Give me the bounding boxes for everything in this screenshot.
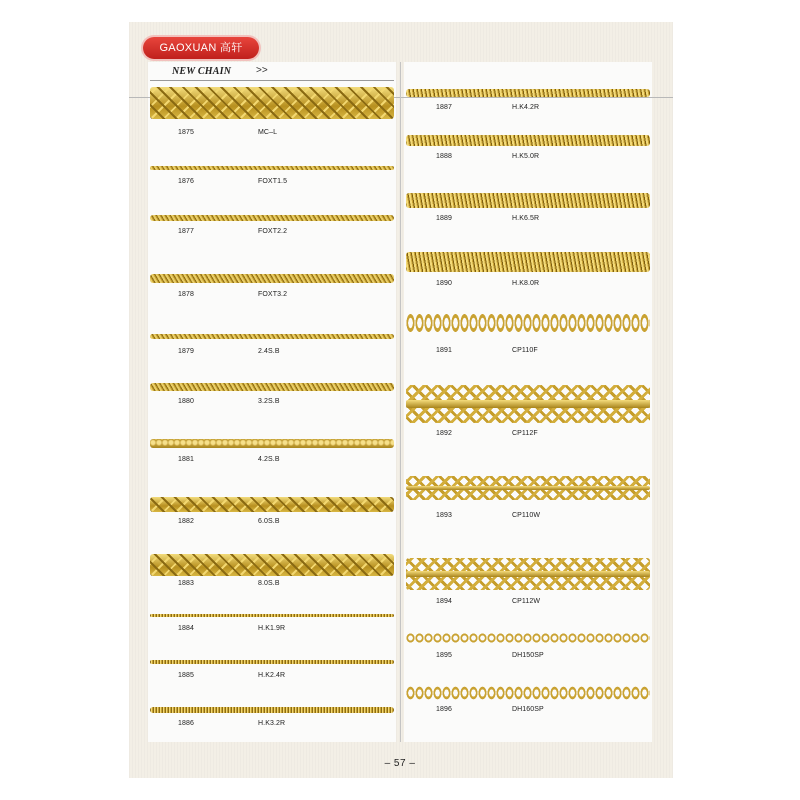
column-divider xyxy=(400,62,401,742)
item-model: 4.2S.B xyxy=(258,456,280,463)
chain-spine xyxy=(406,400,650,408)
chain-image-1879 xyxy=(150,334,394,339)
item-model: 8.0S.B xyxy=(258,580,280,587)
section-underline xyxy=(150,80,394,81)
item-code: 1885 xyxy=(178,672,194,679)
item-code: 1877 xyxy=(178,228,194,235)
item-model: FOXT1.5 xyxy=(258,178,288,185)
chain-image-1887 xyxy=(406,89,650,97)
item-model: 2.4S.B xyxy=(258,348,280,355)
chain-image-1892 xyxy=(406,385,650,423)
section-title: NEW CHAIN xyxy=(172,66,232,77)
chain-image-1889 xyxy=(406,193,650,208)
chain-image-1882 xyxy=(150,497,394,512)
item-model: H.K5.0R xyxy=(512,153,540,160)
item-code: 1878 xyxy=(178,291,194,298)
item-model: CP112W xyxy=(512,598,541,605)
item-model: H.K4.2R xyxy=(512,104,540,111)
item-code: 1887 xyxy=(436,104,452,111)
item-model: DH160SP xyxy=(512,706,544,713)
item-code: 1886 xyxy=(178,720,194,727)
chain-image-1893 xyxy=(406,476,650,500)
chain-image-1884 xyxy=(150,614,394,617)
item-model: FOXT2.2 xyxy=(258,228,288,235)
chain-image-1875 xyxy=(150,87,394,119)
item-code: 1888 xyxy=(436,153,452,160)
item-code: 1893 xyxy=(436,512,452,519)
chain-image-1890 xyxy=(406,252,650,272)
item-code: 1883 xyxy=(178,580,194,587)
chain-image-1894 xyxy=(406,558,650,590)
item-code: 1881 xyxy=(178,456,194,463)
item-code: 1896 xyxy=(436,706,452,713)
item-code: 1892 xyxy=(436,430,452,437)
item-model: 3.2S.B xyxy=(258,398,280,405)
item-model: FOXT3.2 xyxy=(258,291,288,298)
item-model: H.K1.9R xyxy=(258,625,286,632)
item-code: 1890 xyxy=(436,280,452,287)
chain-image-1885 xyxy=(150,660,394,664)
section-header xyxy=(160,64,396,80)
item-model: H.K8.0R xyxy=(512,280,540,287)
item-model: DH150SP xyxy=(512,652,544,659)
item-code: 1889 xyxy=(436,215,452,222)
chain-image-1876 xyxy=(150,166,394,170)
item-model: MC–L xyxy=(258,129,278,136)
item-model: H.K6.5R xyxy=(512,215,540,222)
item-model: CP112F xyxy=(512,430,538,437)
chain-image-1878 xyxy=(150,274,394,283)
page-number: – 57 – xyxy=(384,758,416,769)
chain-image-1895 xyxy=(406,633,650,643)
item-code: 1891 xyxy=(436,347,452,354)
chain-spine xyxy=(406,486,650,491)
item-code: 1895 xyxy=(436,652,452,659)
item-code: 1876 xyxy=(178,178,194,185)
item-model: H.K3.2R xyxy=(258,720,286,727)
brand-badge: GAOXUAN 高轩 xyxy=(143,37,259,59)
item-model: CP110W xyxy=(512,512,541,519)
chain-image-1877 xyxy=(150,215,394,221)
section-arrow: >> xyxy=(256,65,268,76)
item-code: 1879 xyxy=(178,348,194,355)
item-model: 6.0S.B xyxy=(258,518,280,525)
chain-spine xyxy=(406,571,650,577)
item-model: CP110F xyxy=(512,347,538,354)
chain-image-1880 xyxy=(150,383,394,391)
chain-image-1896 xyxy=(406,686,650,700)
chain-image-1883 xyxy=(150,554,394,576)
item-model: H.K2.4R xyxy=(258,672,286,679)
chain-image-1891 xyxy=(406,313,650,333)
item-code: 1882 xyxy=(178,518,194,525)
item-code: 1884 xyxy=(178,625,194,632)
chain-image-1881 xyxy=(150,439,394,448)
item-code: 1880 xyxy=(178,398,194,405)
chain-image-1888 xyxy=(406,135,650,146)
item-code: 1894 xyxy=(436,598,452,605)
chain-image-1886 xyxy=(150,707,394,713)
item-code: 1875 xyxy=(178,129,194,136)
